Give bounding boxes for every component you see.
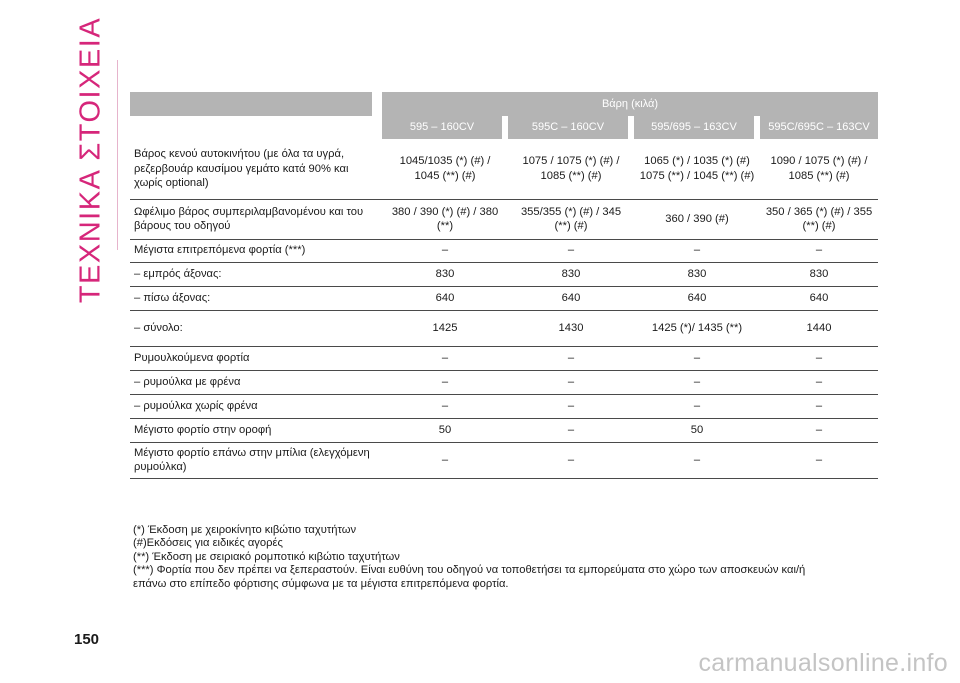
table-row bbox=[130, 418, 878, 442]
row-value: – bbox=[508, 418, 634, 442]
row-value: 355/355 (*) (#) / 345 (**) (#) bbox=[508, 199, 634, 239]
table-row bbox=[130, 262, 878, 286]
table-row bbox=[130, 394, 878, 418]
column-header: 595C/695C – 163CV bbox=[760, 116, 878, 139]
row-value: 1065 (*) / 1035 (*) (#) 1075 (**) / 1045 (**) (#) bbox=[634, 139, 760, 199]
row-label: Ωφέλιμο βάρος συμπεριλαμβανομένου και του βάρους του οδηγού bbox=[130, 199, 382, 239]
table-row bbox=[130, 370, 878, 394]
row-value: 1425 (*)/ 1435 (**) bbox=[634, 310, 760, 346]
footnotes bbox=[133, 524, 893, 591]
row-value: 830 bbox=[508, 262, 634, 286]
row-value: 1430 bbox=[508, 310, 634, 346]
row-value: 1440 bbox=[760, 310, 878, 346]
row-value: – bbox=[382, 346, 508, 370]
row-value: – bbox=[634, 394, 760, 418]
row-value: – bbox=[760, 442, 878, 478]
row-label: Βάρος κενού αυτοκινήτου (με όλα τα υγρά, ρεζερβουάρ καυσίμου γεμάτο κατά 90% και χωρίς optional) bbox=[130, 139, 382, 199]
table-row bbox=[130, 199, 878, 239]
row-value: – bbox=[634, 370, 760, 394]
table-row bbox=[130, 286, 878, 310]
footnote: (#)Εκδόσεις για ειδικές αγορές bbox=[133, 537, 283, 550]
row-value: 640 bbox=[508, 286, 634, 310]
row-value: 50 bbox=[382, 418, 508, 442]
row-value: – bbox=[760, 370, 878, 394]
row-value: – bbox=[634, 239, 760, 262]
watermark: carmanualsonline.info bbox=[698, 649, 948, 677]
row-value: – bbox=[760, 239, 878, 262]
weights-table bbox=[130, 92, 878, 479]
row-value: 830 bbox=[760, 262, 878, 286]
row-label: Ρυμουλκούμενα φορτία bbox=[130, 346, 382, 370]
table-row bbox=[130, 310, 878, 346]
row-value: – bbox=[760, 394, 878, 418]
footnote: (***) Φορτία που δεν πρέπει να ξεπεραστούν. Είναι ευθύνη του οδηγού να τοποθετήσει τα εμπορεύματα στο χώρο των αποσκευών και/ή bbox=[133, 564, 806, 577]
row-label: – πίσω άξονας: bbox=[130, 286, 382, 310]
row-value: – bbox=[634, 346, 760, 370]
row-value: – bbox=[508, 346, 634, 370]
footnote: (*) Έκδοση με χειροκίνητο κιβώτιο ταχυτήτων bbox=[133, 524, 357, 536]
footnote: επάνω στο επίπεδο φόρτισης σύμφωνα με τα μέγιστα επιτρεπόμενα φορτία. bbox=[133, 577, 509, 590]
row-value: 1425 bbox=[382, 310, 508, 346]
row-label: – ρυμούλκα χωρίς φρένα bbox=[130, 394, 382, 418]
column-header: 595 – 160CV bbox=[382, 116, 502, 139]
section-title: ΤΕΧΝΙΚΑ ΣΤΟΙΧΕΙΑ bbox=[74, 16, 107, 304]
table-body bbox=[130, 139, 878, 478]
row-value: 830 bbox=[634, 262, 760, 286]
row-value: – bbox=[508, 442, 634, 478]
column-header: 595C – 160CV bbox=[508, 116, 628, 139]
row-label: – εμπρός άξονας: bbox=[130, 262, 382, 286]
row-value: – bbox=[760, 346, 878, 370]
row-label: Μέγιστο φορτίο στην οροφή bbox=[130, 418, 382, 442]
row-value: 640 bbox=[760, 286, 878, 310]
row-value: 1045/1035 (*) (#) / 1045 (**) (#) bbox=[382, 139, 508, 199]
row-value: – bbox=[382, 442, 508, 478]
row-value: – bbox=[382, 394, 508, 418]
row-label: Μέγιστα επιτρεπόμενα φορτία (***) bbox=[130, 239, 382, 262]
row-value: 1075 / 1075 (*) (#) / 1085 (**) (#) bbox=[508, 139, 634, 199]
row-value: – bbox=[382, 239, 508, 262]
row-value: 830 bbox=[382, 262, 508, 286]
group-header: Βάρη (κιλά) bbox=[382, 92, 878, 116]
row-value: – bbox=[508, 239, 634, 262]
row-value: 640 bbox=[382, 286, 508, 310]
table-column-header-row bbox=[130, 116, 878, 139]
row-value: 350 / 365 (*) (#) / 355 (**) (#) bbox=[760, 199, 878, 239]
table-group-header-row bbox=[130, 92, 878, 116]
page-number: 150 bbox=[74, 631, 100, 648]
footnote: (**) Έκδοση με σειριακό ρομποτικό κιβώτιο ταχυτήτων bbox=[133, 550, 400, 563]
row-value: – bbox=[760, 418, 878, 442]
row-value: 50 bbox=[634, 418, 760, 442]
table-row bbox=[130, 442, 878, 478]
row-value: 640 bbox=[634, 286, 760, 310]
table-row bbox=[130, 346, 878, 370]
row-value: – bbox=[508, 370, 634, 394]
row-value: 360 / 390 (#) bbox=[634, 199, 760, 239]
row-value: – bbox=[634, 442, 760, 478]
row-label: – ρυμούλκα με φρένα bbox=[130, 370, 382, 394]
table-row bbox=[130, 139, 878, 199]
row-value: – bbox=[382, 370, 508, 394]
row-value: – bbox=[508, 394, 634, 418]
section-divider bbox=[117, 60, 118, 250]
row-label: Μέγιστο φορτίο επάνω στην μπίλια (ελεγχόμενη ρυμούλκα) bbox=[130, 442, 382, 478]
row-value: 1090 / 1075 (*) (#) / 1085 (**) (#) bbox=[760, 139, 878, 199]
row-label: – σύνολο: bbox=[130, 310, 382, 346]
table-row bbox=[130, 239, 878, 262]
row-value: 380 / 390 (*) (#) / 380 (**) bbox=[382, 199, 508, 239]
column-header: 595/695 – 163CV bbox=[634, 116, 754, 139]
